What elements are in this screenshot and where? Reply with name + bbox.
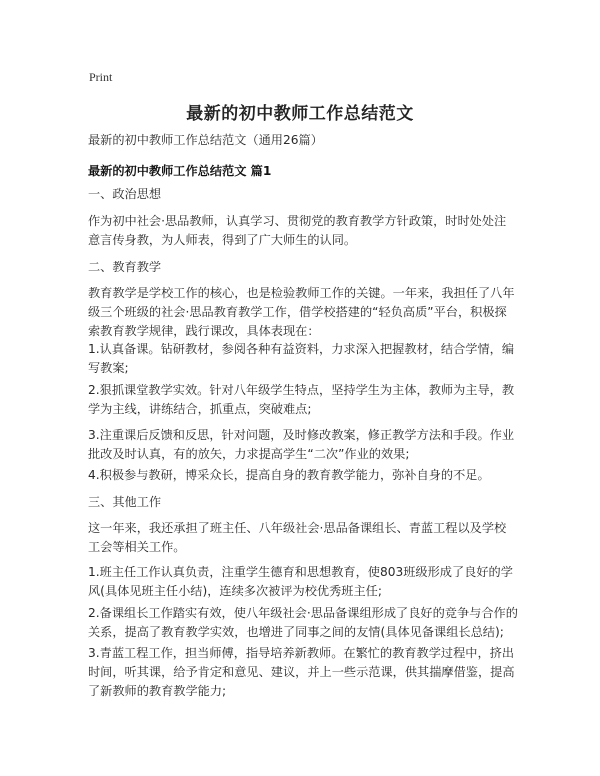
section-heading: 最新的初中教师工作总结范文 篇1 — [88, 164, 272, 178]
paragraph-other-item-3: 3.青蓝工程工作，担当师傅，指导培养新教师。在繁忙的教育教学过程中，挤出时间，听其课，给予肯定和意见、建议，并上一些示范课，供其揣摩借鉴，提高了新教师的教育教学能力; — [88, 646, 515, 698]
paragraph-item-1: 1.认真备课。钻研教材，参阅各种有益资料，力求深入把握教材，结合学情，编写教案; — [88, 342, 515, 375]
paragraph-other-item-1: 1.班主任工作认真负责，注重学生德育和思想教育，使803班级形成了良好的学风(具体见班主任小结)，连续多次被评为校优秀班主任; — [88, 565, 513, 598]
paragraph-item-3: 3.注重课后反馈和反思，针对问题，及时修改教案，修正教学方法和手段。作业批改及时认真，有的放矢，力求提高学生“二次”作业的效果; — [88, 428, 515, 461]
document-subtitle: 最新的初中教师工作总结范文（通用26篇） — [88, 133, 323, 147]
heading-other-work: 三、其他工作 — [88, 495, 162, 509]
paragraph-item-2: 2.狠抓课堂教学实效。针对八年级学生特点，坚持学生为主体，教师为主导，教学为主线，讲练结合，抓重点，突破难点; — [88, 383, 515, 416]
heading-teaching: 二、教育教学 — [88, 260, 162, 274]
paragraph-other-item-2: 2.备课组长工作踏实有效，使八年级社会·思品备课组形成了良好的竞争与合作的关系，提高了教育教学实效，也增进了同事之间的友情(具体见备课组长总结); — [88, 606, 518, 639]
paragraph-political: 作为初中社会·思品教师，认真学习、贯彻党的教育教学方针政策，时时处处注意言传身教，为人师表，得到了广大师生的认同。 — [88, 214, 507, 247]
print-link[interactable]: Print — [89, 70, 113, 84]
page-title: 最新的初中教师工作总结范文 — [186, 104, 414, 124]
paragraph-teaching-intro: 教育教学是学校工作的核心，也是检验教师工作的关键。一年来，我担任了八年级三个班级的社会·思品教育教学工作，借学校搭建的“轻负高质”平台，积极探索教育教学规律，践行课改，具体表现在： — [88, 286, 515, 338]
paragraph-other-intro: 这一年来，我还承担了班主任、八年级社会·思品备课组长、青蓝工程以及学校工会等相关工作。 — [88, 521, 507, 554]
paragraph-item-4: 4.积极参与教研，博采众长，提高自身的教育教学能力，弥补自身的不足。 — [88, 468, 490, 482]
heading-political: 一、政治思想 — [88, 187, 162, 201]
